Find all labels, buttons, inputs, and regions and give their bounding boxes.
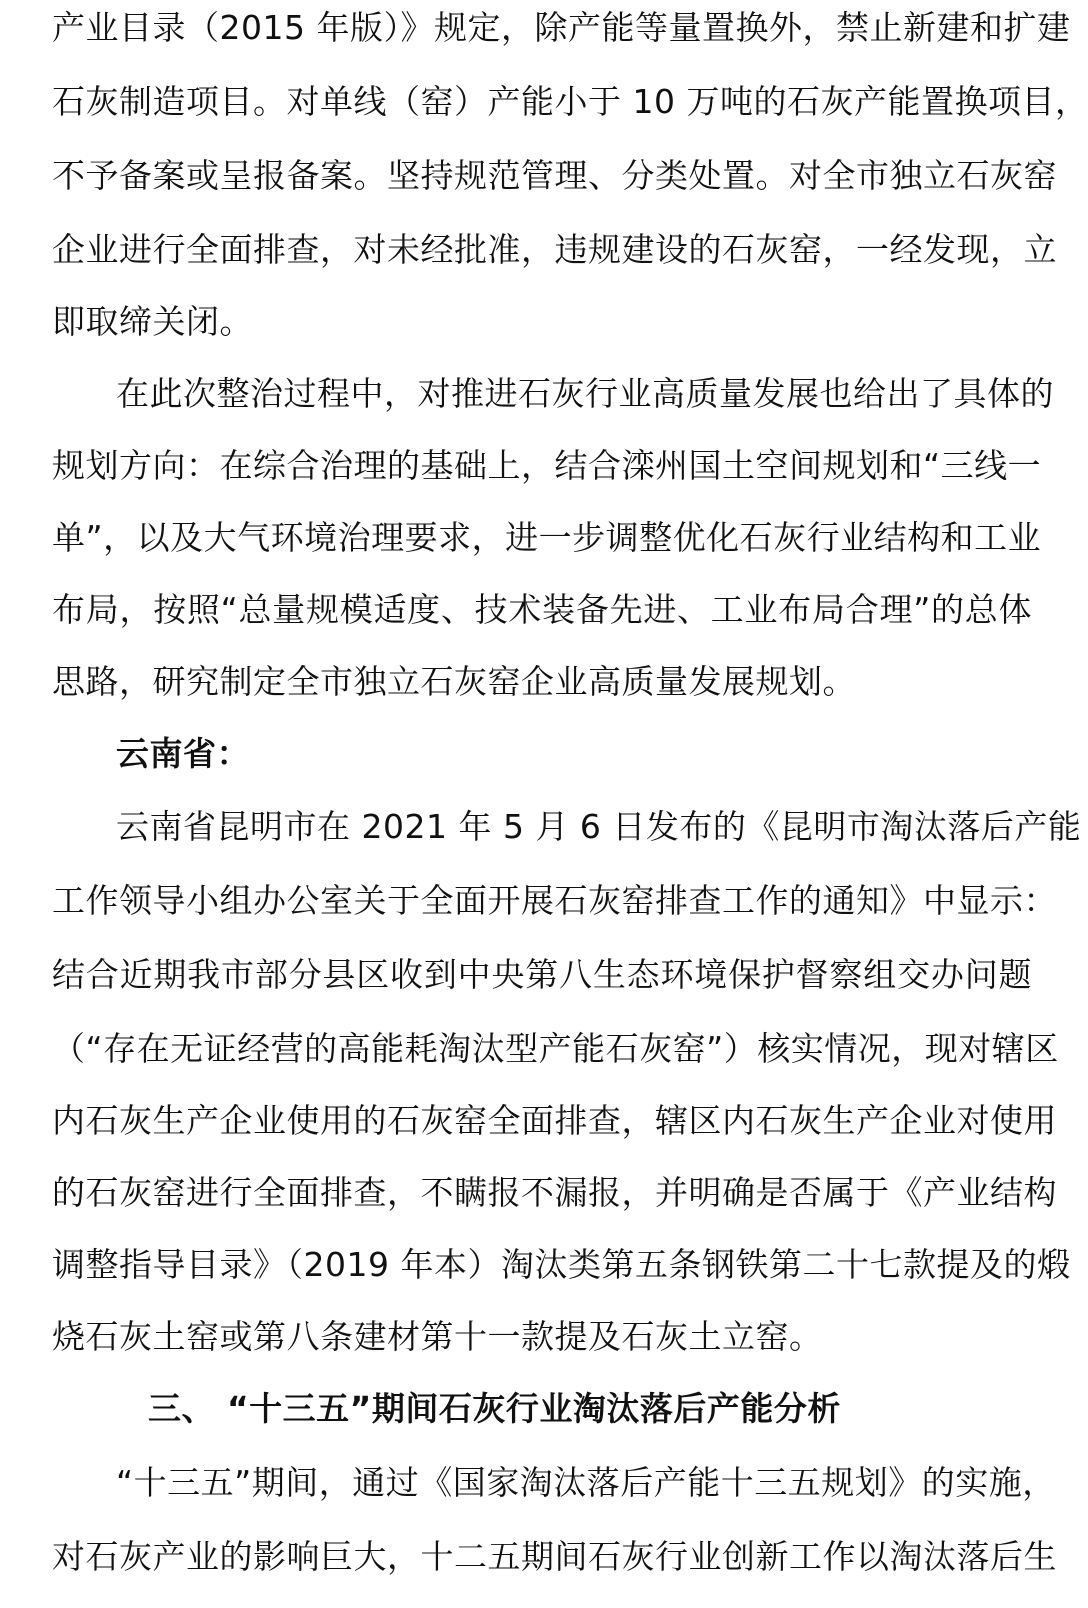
paragraph-line: 在此次整治过程中，对推进石灰行业高质量发展也给出了具体的 <box>116 374 1054 413</box>
paragraph-line: 烧石灰土窑或第八条建材第十一款提及石灰土立窑。 <box>52 1317 823 1356</box>
paragraph-line: 石灰制造项目。对单线（窑）产能小于 10 万吨的石灰产能置换项目， <box>52 82 1088 121</box>
paragraph-line: 即取缔关闭。 <box>52 302 253 341</box>
paragraph-line: 的石灰窑进行全面排查，不瞒报不漏报，并明确是否属于《产业结构 <box>52 1173 1057 1212</box>
paragraph-line: 云南省昆明市在 2021 年 5 月 6 日发布的《昆明市淘汰落后产能 <box>116 807 1082 846</box>
paragraph-line: 企业进行全面排查，对未经批准，违规建设的石灰窑，一经发现，立 <box>52 230 1057 269</box>
paragraph-line: 工作领导小组办公室关于全面开展石灰窑排查工作的通知》中显示： <box>52 881 1057 920</box>
paragraph-line: 对石灰产业的影响巨大，十二五期间石灰行业创新工作以淘汰落后生 <box>52 1537 1057 1576</box>
paragraph-line: 产业目录（2015 年版）》规定，除产能等量置换外，禁止新建和扩建 <box>52 8 1071 47</box>
paragraph-line: 内石灰生产企业使用的石灰窑全面排查，辖区内石灰生产企业对使用 <box>52 1101 1057 1140</box>
paragraph-line: 单”，以及大气环境治理要求，进一步调整优化石灰行业结构和工业 <box>52 518 1042 557</box>
section-heading-three: 三、 “十三五”期间石灰行业淘汰落后产能分析 <box>148 1389 841 1428</box>
paragraph-line: 调整指导目录》（2019 年本）淘汰类第五条钢铁第二十七款提及的煅 <box>52 1245 1071 1284</box>
paragraph-line: 不予备案或呈报备案。坚持规范管理、分类处置。对全市独立石灰窑 <box>52 156 1057 195</box>
paragraph-line: 思路，研究制定全市独立石灰窑企业高质量发展规划。 <box>52 662 856 701</box>
paragraph-line: 布局，按照“总量规模适度、技术装备先进、工业布局合理”的总体 <box>52 590 1032 629</box>
paragraph-line: （“存在无证经营的高能耗淘汰型产能石灰窑”）核实情况，现对辖区 <box>52 1029 1059 1068</box>
paragraph-line: 结合近期我市部分县区收到中央第八生态环境保护督察组交办问题 <box>52 955 1032 994</box>
paragraph-line: 规划方向：在综合治理的基础上，结合滦州国土空间规划和“三线一 <box>52 446 1042 485</box>
paragraph-line: “十三五”期间，通过《国家淘汰落后产能十三五规划》的实施， <box>116 1463 1056 1502</box>
section-heading-yunnan: 云南省： <box>116 734 250 773</box>
